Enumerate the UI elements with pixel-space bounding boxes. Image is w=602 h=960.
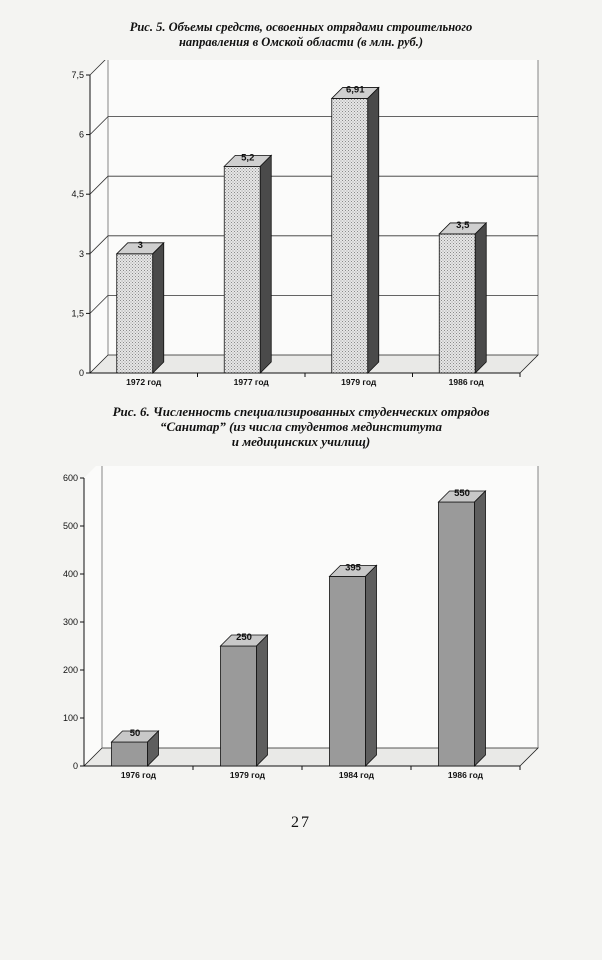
y-tick-label: 6 [78, 129, 84, 140]
bar [439, 223, 486, 373]
bar-front [221, 646, 257, 766]
bar [330, 565, 377, 766]
bar-front [332, 98, 368, 373]
bar-front [224, 166, 260, 373]
bar-front [117, 254, 153, 373]
figure-5-chart [0, 60, 602, 400]
category-label: 1979 год [341, 377, 377, 387]
bar-side [475, 223, 486, 373]
bar-side [257, 635, 268, 766]
y-tick-label: 200 [62, 665, 78, 675]
bar [439, 491, 486, 766]
data-label: 5,2 [241, 152, 255, 164]
category-label: 1979 год [229, 770, 266, 780]
category-label: 1986 год [447, 770, 484, 780]
bar-side [260, 155, 271, 373]
page-number: 27 [291, 814, 311, 831]
y-tick-label: 500 [62, 521, 78, 531]
bar-front [439, 234, 475, 373]
data-label: 395 [345, 562, 361, 574]
data-label: 3,5 [456, 219, 470, 231]
category-label: 1976 год [120, 770, 157, 780]
data-label: 550 [454, 488, 470, 499]
y-tick-label: 400 [62, 569, 78, 579]
bar [221, 635, 268, 766]
caption-line: и медицинских училищ) [231, 434, 371, 449]
bar-side [153, 243, 164, 373]
data-label: 50 [129, 728, 141, 739]
data-label: 250 [236, 632, 252, 643]
y-tick-label: 3 [78, 248, 84, 259]
y-tick-label: 0 [78, 368, 84, 378]
bar-front [112, 742, 148, 766]
y-tick-label: 100 [62, 713, 78, 723]
y-tick-label: 0 [72, 761, 78, 771]
y-tick-label: 1,5 [71, 308, 84, 319]
figure-6-caption [40, 404, 562, 449]
bar-side [475, 491, 486, 766]
bar [117, 243, 164, 373]
bar-front [330, 576, 366, 766]
bar-side [366, 565, 377, 766]
category-label: 1977 год [233, 377, 269, 387]
figure-5-caption [40, 20, 562, 50]
category-label: 1986 год [448, 377, 484, 387]
data-label: 3 [137, 239, 143, 251]
figure-6-chart [0, 466, 602, 796]
caption-line: направления в Омской области (в млн. руб.) [178, 35, 424, 49]
y-tick-label: 600 [62, 473, 78, 483]
caption-line: “Санитар” (из числа студентов мединститута [160, 419, 442, 434]
caption-line: Рис. 6. Численность специализированных студенческих отрядов [112, 404, 490, 419]
y-tick-label: 300 [62, 617, 78, 627]
category-label: 1972 год [126, 377, 162, 387]
bar-side [368, 87, 379, 373]
bar [332, 87, 379, 373]
caption-line: Рис. 5. Объемы средств, освоенных отрядами строительного [129, 20, 473, 34]
bar [224, 155, 271, 373]
bar-front [439, 502, 475, 766]
data-label: 6,91 [346, 84, 365, 96]
category-label: 1984 год [338, 770, 375, 780]
y-tick-label: 7,5 [71, 70, 84, 80]
y-tick-label: 4,5 [71, 189, 84, 200]
